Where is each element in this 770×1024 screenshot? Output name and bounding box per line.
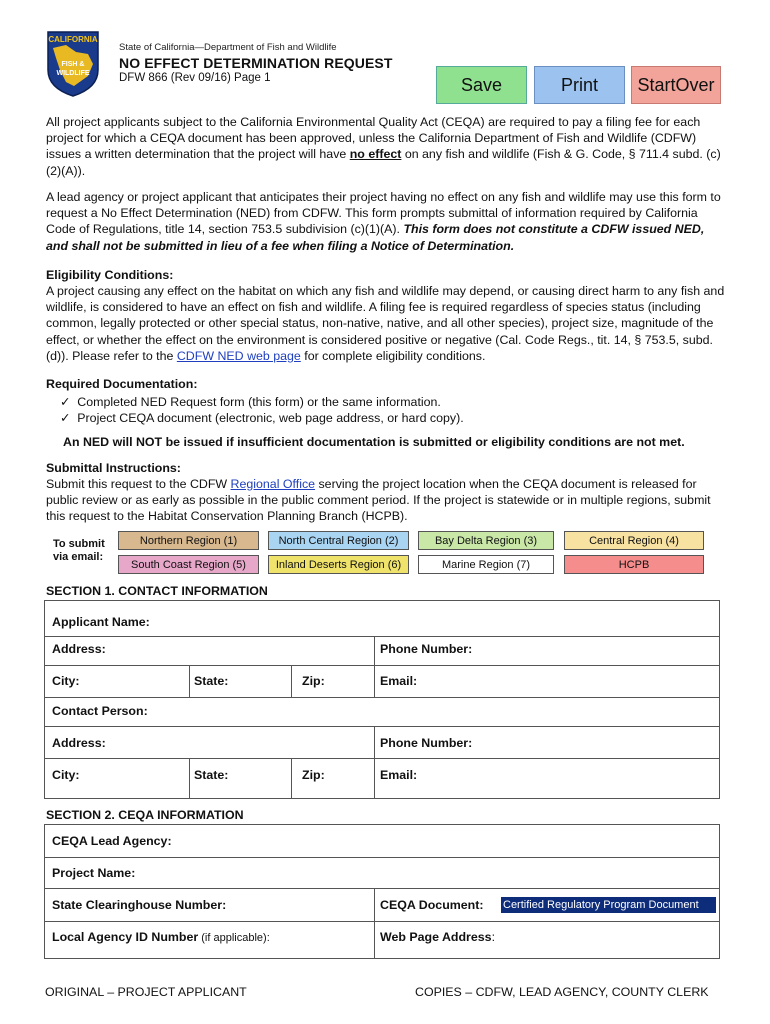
contact-city-label: City: (52, 768, 80, 782)
email-northern-region-button[interactable]: Northern Region (1) (118, 531, 259, 550)
contact-person-input[interactable] (165, 703, 715, 719)
ceqa-document-select[interactable]: Certified Regulatory Program Document (501, 897, 716, 913)
contact-zip-input[interactable] (330, 767, 370, 783)
intro-paragraph-2: A lead agency or project applicant that anticipates their project having no effect on any fish and wildlife may use this form to request a No Effect Determination (NED) from CDFW. This form prompts submittal of information required by California Code of Regulations, title 14, section 753.5 subdivision (c)(1)(A). This form does not constitute a CDFW issued NED, and shall not be submitted in lieu of a fee when filing a Notice of Determination. (46, 190, 721, 253)
ceqa-information-table (44, 824, 720, 959)
contact-city-input[interactable] (87, 767, 185, 783)
project-name-input[interactable] (145, 865, 715, 881)
no-effect-emphasis: no effect (349, 147, 402, 162)
to-submit-label: To submit via email: (53, 538, 105, 563)
eligibility-text: A project causing any effect on the habitat on which any fish and wildlife may depend, or causing direct harm to any fish and wildlife, is considered to have an effect on fish and wildlife. A filing fee is required regardless of species status (including common, legally protected or other special status, non-native, native, and all other species), project size, magnitude of the effect, or whether the effect on the environment is considered positive or negative (Cal. Code Regs., tit. 14, § 753.5, subd. (d)). Please refer to the CDFW NED web page for complete eligibility conditions. (46, 284, 725, 363)
clearinghouse-number-input[interactable] (250, 897, 370, 913)
contact-address-label: Address: (52, 736, 106, 750)
checkmark-icon: ✓ (60, 411, 71, 425)
intro-paragraph-1: All project applicants subject to the California Environmental Quality Act (CEQA) are required to pay a filing fee for each project for which a CEQA document has been approved, unless the California Department of Fish and Wildlife (CDFW) issues a written determination that the project will have no effect on any fish and wildlife (Fish & G. Code, § 711.4 subd. (c)(2)(A)). (46, 115, 721, 178)
contact-phone-input[interactable] (485, 735, 715, 751)
applicant-name-input[interactable] (165, 614, 715, 630)
applicant-name-label: Applicant Name: (52, 615, 150, 629)
email-inland-deserts-region-button[interactable]: Inland Deserts Region (6) (268, 555, 409, 574)
contact-information-table (44, 600, 720, 799)
contact-email-input[interactable] (427, 767, 715, 783)
contact-email-label: Email: (380, 768, 418, 782)
ned-disclaimer: This form does not constitute a CDFW issued NED, and shall not be submitted in lieu of a fee when filing a Notice of Determination. (46, 222, 705, 253)
web-page-address-input[interactable] (515, 929, 715, 945)
section-2-title: SECTION 2. CEQA INFORMATION (46, 808, 244, 822)
regional-office-link[interactable]: Regional Office (230, 477, 316, 491)
email-north-central-region-button[interactable]: North Central Region (2) (268, 531, 409, 550)
clearinghouse-number-label: State Clearinghouse Number: (52, 898, 227, 912)
applicant-phone-label: Phone Number: (380, 642, 473, 656)
start-over-button[interactable]: StartOver (631, 66, 721, 104)
insufficient-docs-warning: An NED will NOT be issued if insufficient documentation is submitted or eligibility conditions are not met. (63, 435, 685, 449)
form-id: DFW 866 (Rev 09/16) Page 1 (119, 72, 271, 84)
email-central-region-button[interactable]: Central Region (4) (564, 531, 704, 550)
contact-state-input[interactable] (237, 767, 287, 783)
svg-text:WILDLIFE: WILDLIFE (56, 70, 90, 77)
applicant-city-input[interactable] (87, 673, 185, 689)
checkmark-icon: ✓ (60, 395, 71, 409)
submittal-heading: Submittal Instructions: (46, 461, 181, 475)
eligibility-heading: Eligibility Conditions: (46, 268, 174, 282)
ceqa-lead-agency-input[interactable] (187, 833, 715, 849)
project-name-label: Project Name: (52, 866, 136, 880)
contact-zip-label: Zip: (302, 768, 325, 782)
contact-person-label: Contact Person: (52, 704, 148, 718)
contact-address-input[interactable] (115, 735, 370, 751)
form-title: NO EFFECT DETERMINATION REQUEST (119, 55, 393, 71)
contact-state-label: State: (194, 768, 229, 782)
svg-text:FISH &: FISH & (61, 61, 85, 68)
section-1-title: SECTION 1. CONTACT INFORMATION (46, 584, 268, 598)
applicant-email-label: Email: (380, 674, 418, 688)
email-marine-region-button[interactable]: Marine Region (7) (418, 555, 554, 574)
svg-text:CALIFORNIA: CALIFORNIA (48, 35, 98, 44)
submittal-text: Submit this request to the CDFW Regional Office serving the project location when the CEQA document is released for public review or as early as possible in the public comment period. If the project is statewide or in multiple regions, submit this request to the Habitat Conservation Planning Branch (HCPB). (46, 477, 711, 524)
print-button[interactable]: Print (534, 66, 625, 104)
local-agency-id-label: Local Agency ID Number (if applicable): (52, 930, 270, 944)
applicant-address-input[interactable] (115, 641, 370, 657)
ned-web-page-link[interactable]: CDFW NED web page (176, 348, 301, 363)
agency-name: State of California—Department of Fish and Wildlife (119, 42, 337, 53)
applicant-city-label: City: (52, 674, 80, 688)
ceqa-lead-agency-label: CEQA Lead Agency: (52, 834, 172, 848)
footer-original: ORIGINAL – PROJECT APPLICANT (45, 985, 247, 999)
ceqa-document-label: CEQA Document: (380, 898, 484, 912)
applicant-zip-label: Zip: (302, 674, 325, 688)
email-hcpb-button[interactable]: HCPB (564, 555, 704, 574)
footer-copies: COPIES – CDFW, LEAD AGENCY, COUNTY CLERK (415, 985, 709, 999)
required-item: ✓ Project CEQA document (electronic, web page address, or hard copy). (60, 411, 464, 425)
applicant-state-input[interactable] (237, 673, 287, 689)
save-button[interactable]: Save (436, 66, 527, 104)
local-agency-id-input[interactable] (300, 929, 370, 945)
web-page-address-label: Web Page Address: (380, 930, 496, 944)
applicant-state-label: State: (194, 674, 229, 688)
applicant-address-label: Address: (52, 642, 106, 656)
email-south-coast-region-button[interactable]: South Coast Region (5) (118, 555, 259, 574)
contact-phone-label: Phone Number: (380, 736, 473, 750)
applicant-phone-input[interactable] (485, 641, 715, 657)
required-item: ✓ Completed NED Request form (this form) or the same information. (60, 395, 441, 409)
applicant-email-input[interactable] (427, 673, 715, 689)
email-bay-delta-region-button[interactable]: Bay Delta Region (3) (418, 531, 554, 550)
required-documentation-heading: Required Documentation: (46, 377, 198, 391)
applicant-zip-input[interactable] (330, 673, 370, 689)
cdfw-logo (44, 30, 102, 98)
